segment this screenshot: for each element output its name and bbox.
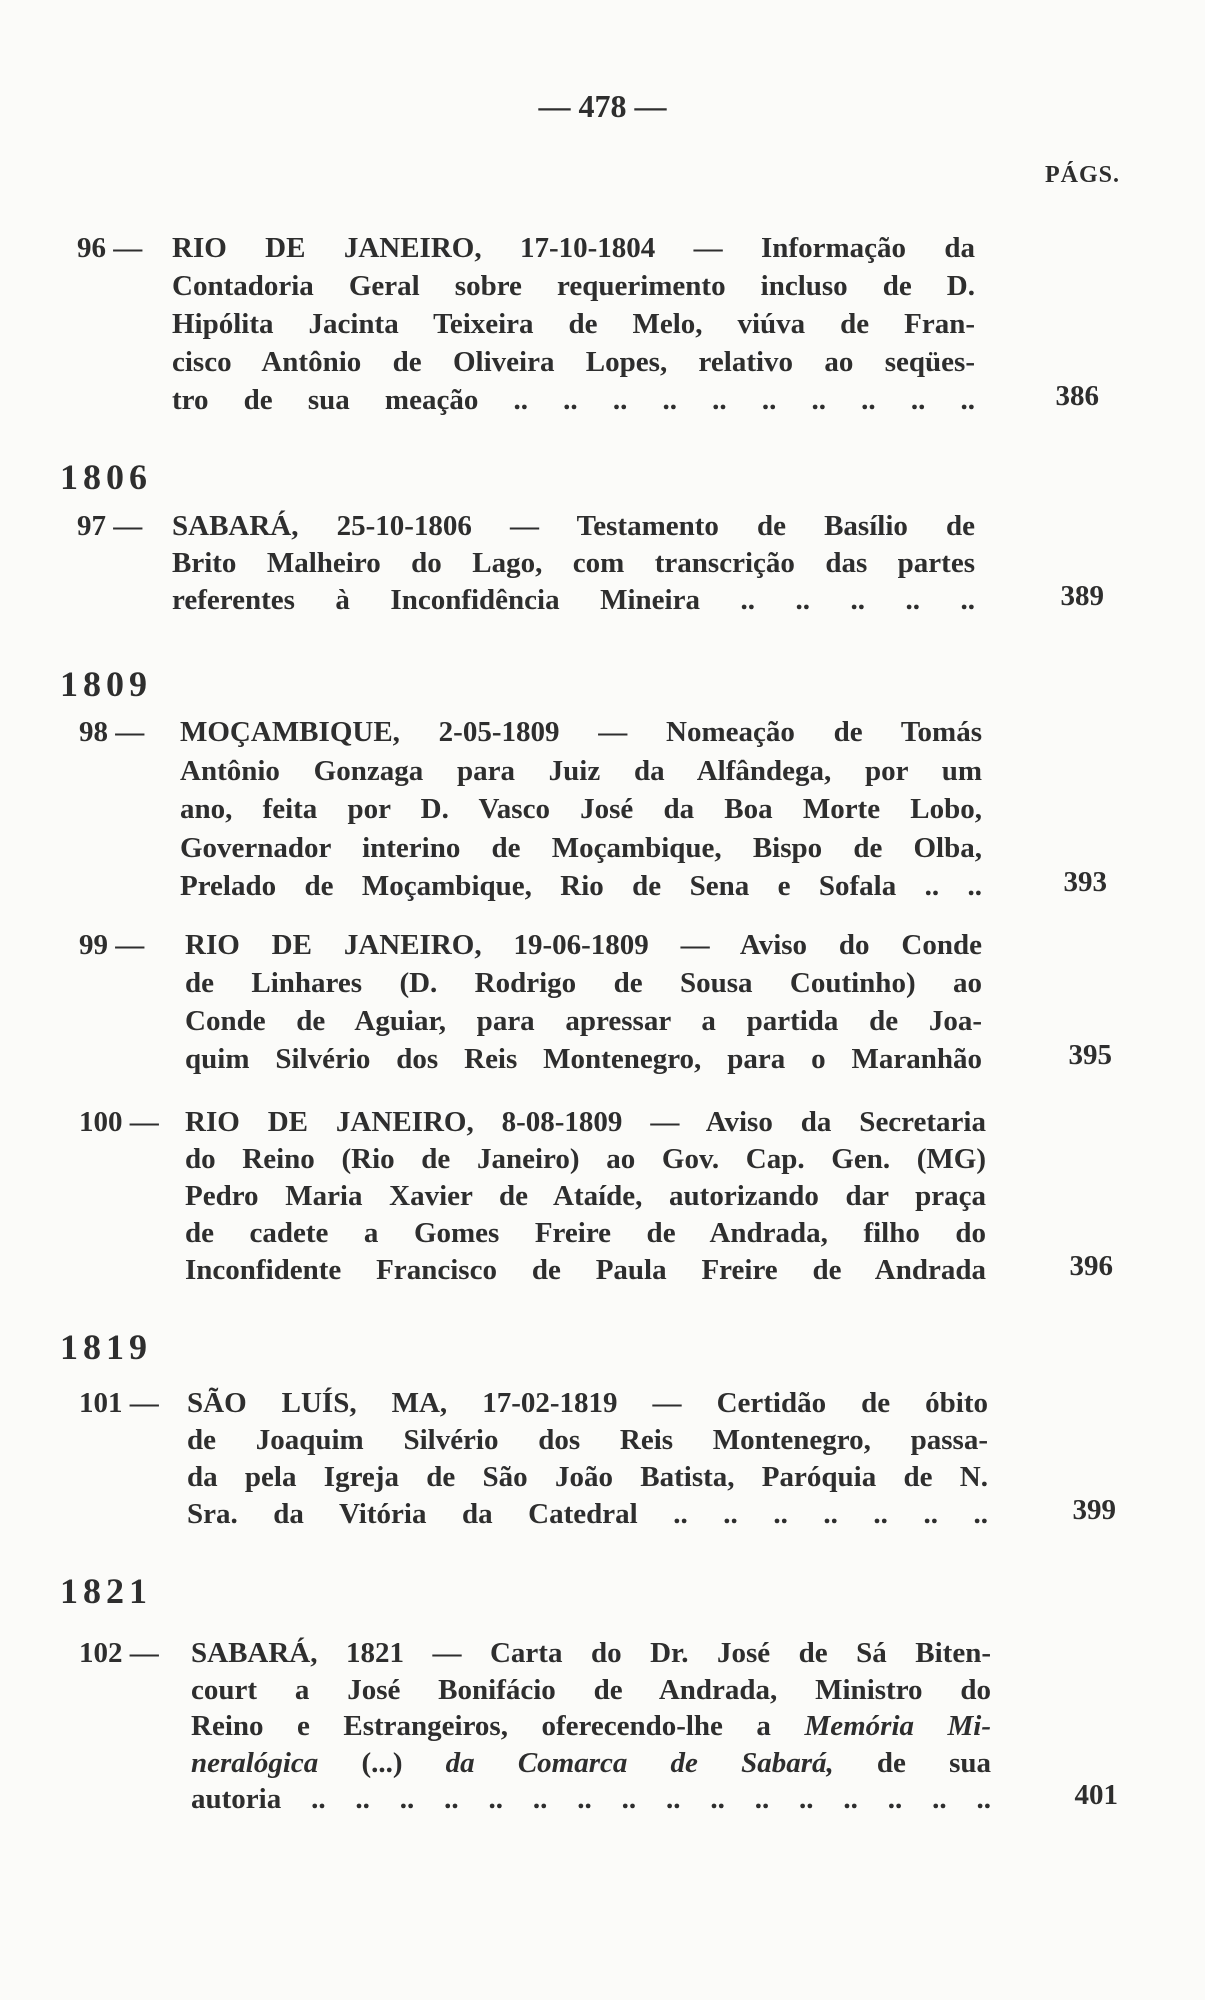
entry-text-line [185, 1041, 982, 1079]
pages-column-label: PÁGS. [1044, 162, 1120, 188]
text-run: cisco Antônio de Oliveira Lopes, relativo ao seqües- [172, 346, 975, 378]
text-run: quim Silvério dos Reis Montenegro, para o Maranhão [185, 1043, 982, 1075]
entry-text-line [172, 582, 975, 620]
text-run: RIO DE JANEIRO, 17-10-1804 — Informação da [172, 232, 975, 264]
page-reference: 396 [1069, 1250, 1113, 1282]
text-run: Conde de Aguiar, para apressar a partida de Joa- [185, 1005, 982, 1037]
entry-text-line [187, 1459, 988, 1497]
text-run: da pela Igreja de São João Batista, Paróquia de N. [187, 1461, 988, 1493]
text-run: de Joaquim Silvério dos Reis Montenegro, passa- [187, 1424, 988, 1456]
entry-text-line [180, 714, 982, 752]
text-run: Governador interino de Moçambique, Bispo de Olba, [180, 831, 982, 864]
section-year: 1821 [60, 1571, 152, 1611]
text-run: SABARÁ, 25-10-1806 — Testamento de Basílio de [172, 510, 975, 542]
entry-text-line [191, 1635, 991, 1673]
entry-number: 102 — [79, 1637, 159, 1669]
section-year: 1809 [60, 664, 152, 704]
text-run: SABARÁ, 1821 — Carta do Dr. José de Sá Biten- [191, 1637, 991, 1669]
page-reference: 401 [1074, 1779, 1118, 1811]
entry-text-line [187, 1496, 988, 1534]
text-run: Antônio Gonzaga para Juiz da Alfândega, por um [180, 754, 982, 787]
section-year: 1806 [60, 457, 152, 497]
page-reference: 389 [1060, 580, 1104, 612]
text-run: Contadoria Geral sobre requerimento incluso de D. [172, 270, 975, 302]
text-run: Prelado de Moçambique, Rio de Sena e Sofala .. .. [180, 870, 982, 902]
text-run: de sua [833, 1746, 991, 1779]
entry-number: 101 — [79, 1387, 159, 1419]
text-run: Pedro Maria Xavier de Ataíde, autorizando dar praça [185, 1180, 986, 1212]
text-run: MOÇAMBIQUE, 2-05-1809 — Nomeação de Tomás [180, 716, 982, 748]
entry-text-line [185, 1141, 986, 1179]
entry-text-line [180, 830, 982, 868]
entry-text-line [180, 868, 982, 906]
page-reference: 393 [1063, 866, 1107, 898]
entry-text-line [185, 1003, 982, 1041]
text-run: Hipólita Jacinta Teixeira de Melo, viúva de Fran- [172, 308, 975, 340]
entry-text-line [172, 545, 975, 583]
entry-text-line [180, 791, 982, 829]
text-run: de Linhares (D. Rodrigo de Sousa Coutinho) ao [185, 967, 982, 999]
entry-text-line [172, 268, 975, 306]
page-reference: 399 [1072, 1494, 1116, 1526]
entry-number: 98 — [79, 716, 145, 748]
entry-text-line [185, 927, 982, 965]
text-run: do Reino (Rio de Janeiro) ao Gov. Cap. Gen. (MG) [185, 1143, 986, 1175]
text-run: referentes à Inconfidência Mineira .. .. .. .. .. [172, 584, 975, 616]
text-run: SÃO LUÍS, MA, 17-02-1819 — Certidão de óbito [187, 1387, 988, 1419]
italic-title: da Comarca de Sabará, [445, 1746, 834, 1779]
entry-text-line [191, 1708, 991, 1746]
page-reference: 386 [1055, 380, 1099, 412]
entry-text-line [187, 1422, 988, 1460]
text-run: (...) [318, 1746, 446, 1779]
entry-text-line [191, 1781, 991, 1819]
entry-text-line [172, 508, 975, 546]
text-run: court a José Bonifácio de Andrada, Ministro do [191, 1673, 991, 1706]
text-run: Reino e Estrangeiros, oferecendo-lhe a [191, 1710, 805, 1742]
entry-text-line [187, 1385, 988, 1423]
entry-text-line [172, 230, 975, 268]
entry-text-line [185, 965, 982, 1003]
page-reference: 395 [1068, 1039, 1112, 1071]
text-run: Sra. da Vitória da Catedral .. .. .. .. .. .. .. [187, 1498, 988, 1530]
entry-text-line [185, 1178, 986, 1216]
text-run: ano, feita por D. Vasco José da Boa Morte Lobo, [180, 793, 982, 825]
entry-number: 100 — [79, 1106, 159, 1138]
entry-text-line [172, 344, 975, 382]
text-run: RIO DE JANEIRO, 8-08-1809 — Aviso da Secretaria [185, 1106, 986, 1138]
text-run: Inconfidente Francisco de Paula Freire de Andrada [185, 1254, 986, 1286]
text-run: tro de sua meação .. .. .. .. .. .. .. .. .. .. [172, 384, 975, 416]
entry-text-line [172, 382, 975, 420]
entry-text-line [191, 1672, 991, 1710]
text-run: autoria .. .. .. .. .. .. .. .. .. .. .. .. .. .. .. .. [191, 1783, 991, 1815]
italic-title: neralógica [191, 1746, 319, 1779]
entry-number: 97 — [77, 510, 143, 542]
entry-number: 96 — [77, 232, 143, 264]
entry-text-line [185, 1104, 986, 1142]
entry-text-line [191, 1745, 991, 1783]
entry-text-line [185, 1215, 986, 1253]
page-number: — 478 — [538, 88, 667, 124]
entry-number: 99 — [79, 929, 145, 961]
entry-text-line [172, 306, 975, 344]
section-year: 1819 [60, 1327, 152, 1367]
entry-text-line [185, 1252, 986, 1290]
entry-text-line [180, 753, 982, 791]
text-run: Brito Malheiro do Lago, com transcrição das partes [172, 547, 975, 579]
text-run: de cadete a Gomes Freire de Andrada, filho do [185, 1217, 986, 1249]
text-run: RIO DE JANEIRO, 19-06-1809 — Aviso do Conde [185, 929, 982, 961]
italic-title: Memória Mi- [804, 1710, 991, 1742]
